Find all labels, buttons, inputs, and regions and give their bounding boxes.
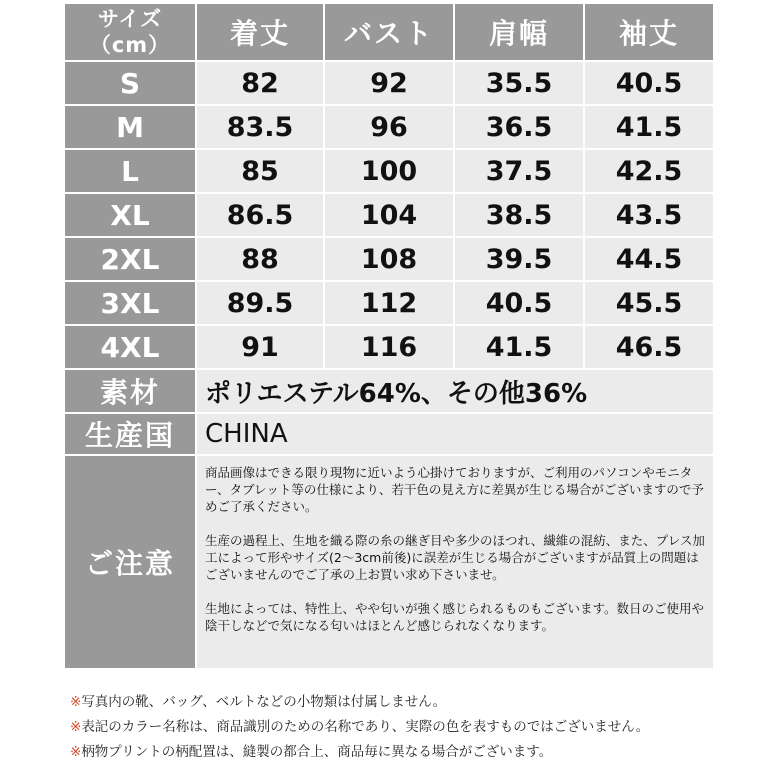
country-label: 生産国 [64, 413, 196, 455]
notes-row [64, 455, 714, 669]
size-label: 4XL [64, 325, 196, 369]
country-value: CHINA [196, 413, 714, 455]
material-row [64, 369, 714, 413]
footnote: ※表記のカラー名称は、商品識別のための名称であり、実際の色を表すものではございません。 [70, 719, 650, 735]
shoulder-cell: 36.5 [454, 105, 584, 149]
size-unit-header [64, 3, 196, 61]
column-header-length: 着丈 [196, 3, 324, 61]
bust-cell: 100 [324, 149, 454, 193]
length-cell: 85 [196, 149, 324, 193]
sleeve-cell: 42.5 [584, 149, 714, 193]
bust-cell: 112 [324, 281, 454, 325]
sleeve-cell: 40.5 [584, 61, 714, 105]
size-header-label: サイズ [97, 7, 163, 31]
table-row [64, 237, 714, 281]
shoulder-cell: 38.5 [454, 193, 584, 237]
size-label: M [64, 105, 196, 149]
bust-cell: 104 [324, 193, 454, 237]
footnote: ※写真内の靴、バッグ、ベルトなどの小物類は付属しません。 [70, 694, 447, 710]
material-value: ポリエステル64%、その他36% [196, 369, 714, 413]
column-header-sleeve: 袖丈 [584, 3, 714, 61]
shoulder-cell: 39.5 [454, 237, 584, 281]
size-label: S [64, 61, 196, 105]
bust-cell: 96 [324, 105, 454, 149]
size-label: XL [64, 193, 196, 237]
column-header-bust: バスト [324, 3, 454, 61]
shoulder-cell: 37.5 [454, 149, 584, 193]
material-label: 素材 [64, 369, 196, 413]
size-label: L [64, 149, 196, 193]
table-row [64, 61, 714, 105]
reference-mark: ※ [70, 744, 82, 760]
note-paragraph: 生産の過程上、生地を織る際の糸の継ぎ目や多少のほつれ、繊維の混紡、また、プレス加工によって形やサイズ(2～3cm前後)に誤差が生じる場合がございますが品質上の問題はございませんのでご了承の上お買い求め下さいませ。 [205, 533, 705, 582]
shoulder-cell: 35.5 [454, 61, 584, 105]
note-paragraph: 商品画像はできる限り現物に近いよう心掛けておりますが、ご利用のパソコンやモニター、タブレット等の仕様により、若干色の見え方に差異が生じる場合がございますので予めご了承ください。 [205, 465, 704, 514]
table-row [64, 325, 714, 369]
footnotes [70, 690, 760, 765]
sleeve-cell: 44.5 [584, 237, 714, 281]
length-cell: 89.5 [196, 281, 324, 325]
sleeve-cell: 45.5 [584, 281, 714, 325]
country-row [64, 413, 714, 455]
note-paragraph: 生地によっては、特性上、やや匂いが強く感じられるものもございます。数日のご使用や陰干しなどで気になる匂いはほとんど感じられなくなります。 [205, 601, 705, 633]
length-cell: 91 [196, 325, 324, 369]
length-cell: 86.5 [196, 193, 324, 237]
shoulder-cell: 40.5 [454, 281, 584, 325]
reference-mark: ※ [70, 719, 82, 735]
table-row [64, 105, 714, 149]
sleeve-cell: 43.5 [584, 193, 714, 237]
size-label: 3XL [64, 281, 196, 325]
reference-mark: ※ [70, 694, 82, 710]
length-cell: 83.5 [196, 105, 324, 149]
bust-cell: 92 [324, 61, 454, 105]
table-row [64, 281, 714, 325]
bust-cell: 108 [324, 237, 454, 281]
notes-text [196, 455, 714, 669]
size-label: 2XL [64, 237, 196, 281]
table-row [64, 193, 714, 237]
shoulder-cell: 41.5 [454, 325, 584, 369]
length-cell: 82 [196, 61, 324, 105]
column-header-shoulder: 肩幅 [454, 3, 584, 61]
bust-cell: 116 [324, 325, 454, 369]
footnote: ※柄物プリントの柄配置は、縫製の都合上、商品毎に異なる場合がございます。 [70, 744, 553, 760]
table-row [64, 149, 714, 193]
sleeve-cell: 46.5 [584, 325, 714, 369]
length-cell: 88 [196, 237, 324, 281]
header-row [64, 3, 714, 61]
size-chart [63, 2, 713, 670]
sleeve-cell: 41.5 [584, 105, 714, 149]
notes-label: ご注意 [64, 455, 196, 669]
size-table [63, 2, 715, 670]
unit-label: （cm） [89, 33, 171, 57]
